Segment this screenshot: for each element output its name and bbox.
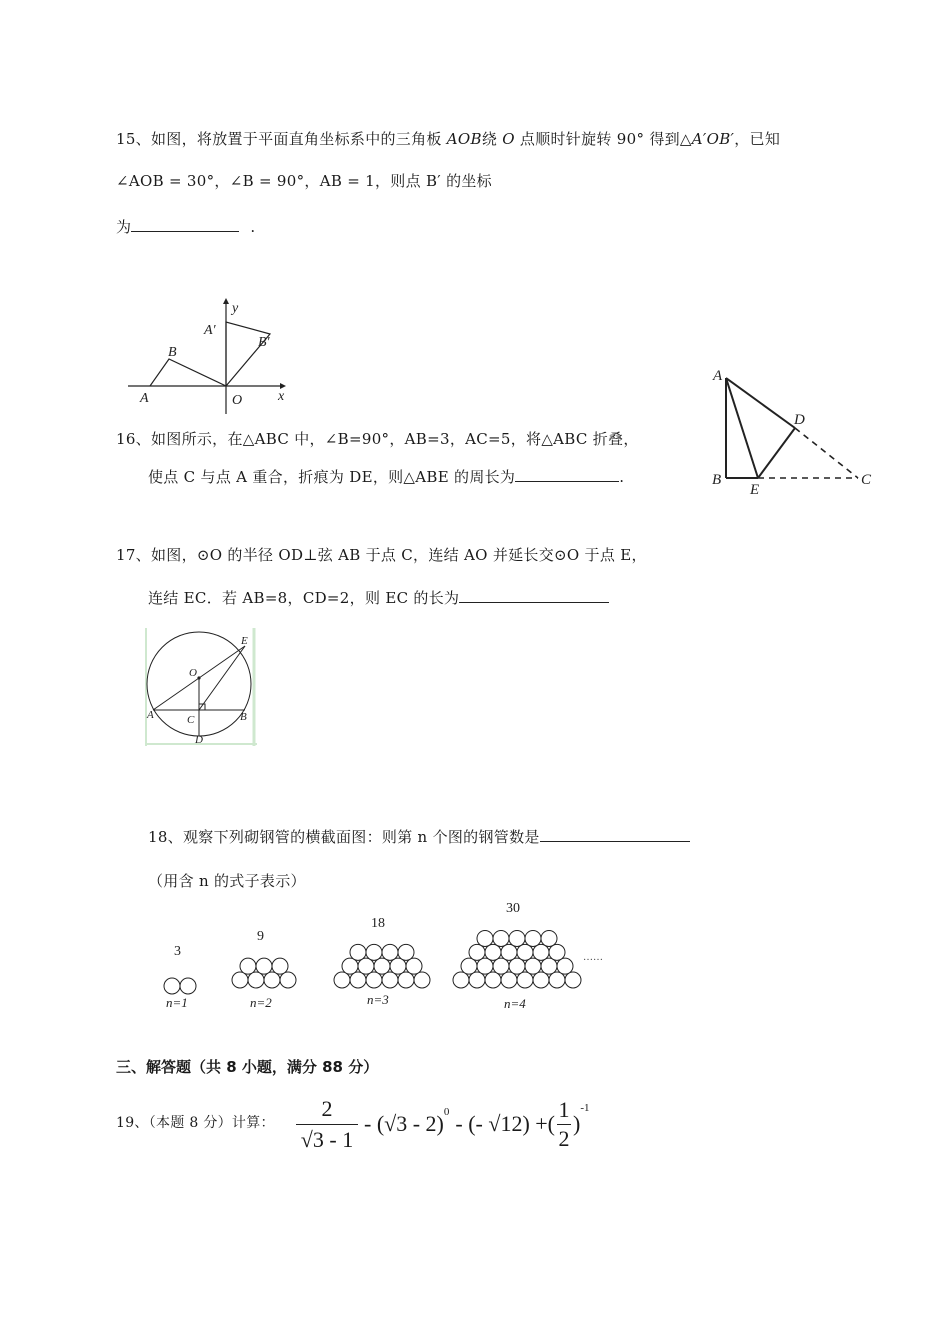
q18-pipe-circle (232, 972, 248, 988)
q19-half-den: 2 (558, 1125, 570, 1151)
q18-text1: 18、观察下列砌钢管的横截面图：则第 n 个图的钢管数是 (148, 828, 540, 846)
q16-fold-de (758, 428, 795, 478)
q15-label-b-prime: B′ (258, 335, 270, 350)
q16-text1: 16、如图所示，在△ABC 中，∠B=90°，AB=3，AC=5，将△ABC 折叠， (116, 430, 639, 448)
q18-pipe-circle (334, 972, 350, 988)
q18-pipe-circle (164, 978, 180, 994)
q18-answer-blank[interactable] (540, 827, 690, 842)
q18-pipe-circle (565, 972, 581, 988)
q18-pipe-circle (398, 944, 414, 960)
q18-count-1: 3 (174, 944, 181, 959)
q18-pipe-circle (493, 958, 509, 974)
q15-y-arrow-icon (223, 298, 229, 304)
q15-label-y: y (232, 301, 239, 316)
q15-figure (128, 296, 308, 416)
q18-pipe-circle (382, 944, 398, 960)
q16-line2 (148, 466, 624, 487)
q17-line1 (116, 544, 647, 565)
q17-label-a: A (147, 709, 154, 721)
q17-text1: 17、如图，⊙O 的半径 OD⊥弦 AB 于点 C，连结 AO 并延长交⊙O 于点 E， (116, 546, 647, 564)
q18-pipe-circle (461, 958, 477, 974)
q18-pipe-circle (493, 930, 509, 946)
q17-line2 (148, 587, 609, 608)
q15-text-b: 绕 (481, 130, 503, 148)
q16-line1 (116, 428, 639, 449)
q18-count-3: 18 (371, 916, 385, 931)
q18-label-n2: n=2 (250, 995, 272, 1010)
q18-pipe-circle (272, 958, 288, 974)
q18-pipe-circle (390, 958, 406, 974)
q16-label-e: E (750, 482, 760, 498)
q18-pipe-circle (374, 958, 390, 974)
q18-pipe-circle (469, 944, 485, 960)
q16-segment-ae (726, 378, 758, 478)
q15-triangle-aob (150, 359, 226, 386)
q19-prefix-text: 19、（本题 8 分）计算： (116, 1115, 275, 1131)
q15-text-a: 如图，将放置于平面直角坐标系中的三角板 (151, 130, 447, 148)
q18-pipe-circle (557, 958, 573, 974)
q15-aob: AOB (446, 130, 482, 148)
q18-pipe-circle (248, 972, 264, 988)
q18-pipe-circle (541, 930, 557, 946)
q19-frac-num: 2 (321, 1095, 333, 1121)
q16-segment-ad (726, 378, 795, 428)
q18-pipe-circle (398, 972, 414, 988)
q19-frac-bar (296, 1124, 358, 1125)
q18-pipe-circle (366, 944, 382, 960)
q18-pipe-circle (382, 972, 398, 988)
q16-label-d: D (794, 412, 805, 428)
section3-title: 三、解答题（共 8 小题，满分 88 分） (116, 1058, 379, 1076)
q19-half-bar (557, 1124, 571, 1125)
q18-text2: （用含 n 的式子表示） (148, 872, 306, 890)
q18-pipe-circle (485, 944, 501, 960)
q16-text2: 使点 C 与点 A 重合，折痕为 DE，则△ABE 的周长为 (148, 468, 516, 486)
q18-pipe-circle (414, 972, 430, 988)
q19-half (557, 1097, 571, 1152)
q18-pipe-circle (525, 958, 541, 974)
q19-exp0: 0 (443, 1106, 450, 1118)
q17-figure (145, 628, 257, 746)
q15-answer-prefix: 为 (116, 218, 132, 236)
q18-pipe-circle (533, 972, 549, 988)
q18-pipe-circle (501, 972, 517, 988)
q16-dashed-dc (795, 428, 858, 478)
q18-pipe-circle (501, 944, 517, 960)
q18-label-n3: n=3 (367, 992, 389, 1007)
q15-label-b: B (168, 345, 177, 360)
q18-pipe-circle (517, 944, 533, 960)
q18-pipe-circle (509, 930, 525, 946)
q18-figure (150, 900, 610, 1015)
q19-fraction (296, 1096, 358, 1153)
q18-pipe-circle (469, 972, 485, 988)
q18-pipe-circle (533, 944, 549, 960)
q15-o: O (502, 130, 515, 148)
q18-label-n1: n=1 (166, 995, 188, 1010)
q19-term3: ) (573, 1111, 581, 1136)
q15-line2 (116, 170, 492, 191)
q16-figure (708, 364, 883, 498)
q18-pipe-circle (240, 958, 256, 974)
q18-pipe-circle (477, 958, 493, 974)
q17-text2: 连结 EC．若 AB=8，CD=2，则 EC 的长为 (148, 589, 460, 607)
q16-answer-blank[interactable] (515, 467, 619, 482)
q19-frac-den: √3 - 1 (300, 1126, 354, 1152)
q18-pipe-circle (350, 972, 366, 988)
q15-label-o: O (232, 393, 243, 408)
q18-pipe-circle (366, 972, 382, 988)
q15-line3 (116, 216, 255, 237)
q19-term2: - (- √12) +( (455, 1111, 556, 1136)
q15-triangle-aob-prime (226, 322, 270, 386)
q19-half-num: 1 (558, 1096, 570, 1122)
q17-label-b: B (240, 711, 247, 723)
q16-label-c: C (861, 472, 872, 488)
q18-label-n4: n=4 (504, 996, 526, 1011)
q18-pipe-circle (477, 930, 493, 946)
q18-line1 (148, 826, 690, 847)
q16-label-b: B (712, 472, 722, 488)
q19-prefix (116, 1112, 275, 1132)
q18-pipe-circle (342, 958, 358, 974)
q15-answer-blank[interactable] (131, 217, 239, 232)
q18-pipe-circle (517, 972, 533, 988)
q18-pipe-circle (541, 958, 557, 974)
q18-pipe-circle (180, 978, 196, 994)
q17-label-e: E (241, 635, 248, 647)
q15-number: 15、 (116, 130, 151, 148)
q16-label-a: A (713, 368, 723, 384)
q18-ellipsis: …… (583, 952, 603, 963)
q18-pipe-circle (525, 930, 541, 946)
q18-pipe-circle (485, 972, 501, 988)
q15-line1 (116, 128, 780, 149)
q18-pipe-circle (509, 958, 525, 974)
q18-line2 (148, 870, 306, 891)
q18-pipe-circle (264, 972, 280, 988)
q19-term1: - (√3 - 2) (364, 1111, 444, 1136)
q19-exp1: -1 (580, 1102, 590, 1114)
q16-period: . (619, 468, 625, 486)
q17-label-o: O (189, 667, 197, 679)
q18-pipe-circle (256, 958, 272, 974)
q15-condition: ∠AOB = 30°，∠B = 90°，AB = 1，则点 B′ 的坐标 (116, 172, 492, 190)
q15-aob-prime: A′OB′ (691, 130, 735, 148)
q18-pipe-circle (406, 958, 422, 974)
q18-count-4: 30 (506, 901, 520, 916)
q17-answer-blank[interactable] (459, 588, 609, 603)
q17-label-d: D (195, 734, 203, 746)
q17-center-dot (197, 676, 200, 679)
q18-pipe-circle (549, 972, 565, 988)
q19-expression (296, 1092, 590, 1156)
q17-label-c: C (187, 714, 195, 726)
q15-label-x: x (278, 389, 285, 404)
q18-pipe-circle (549, 944, 565, 960)
q15-label-a-prime: A′ (204, 323, 216, 338)
q18-pipe-circle (280, 972, 296, 988)
q18-pipe-circle (453, 972, 469, 988)
q15-text-c: 点顺时针旋转 90° 得到△ (514, 130, 692, 148)
q18-pipe-circle (358, 958, 374, 974)
q15-label-a: A (140, 391, 149, 406)
q15-period: . (250, 218, 256, 236)
q15-text-d: ，已知 (734, 130, 781, 148)
q18-count-2: 9 (257, 929, 264, 944)
q18-pipe-circle (350, 944, 366, 960)
